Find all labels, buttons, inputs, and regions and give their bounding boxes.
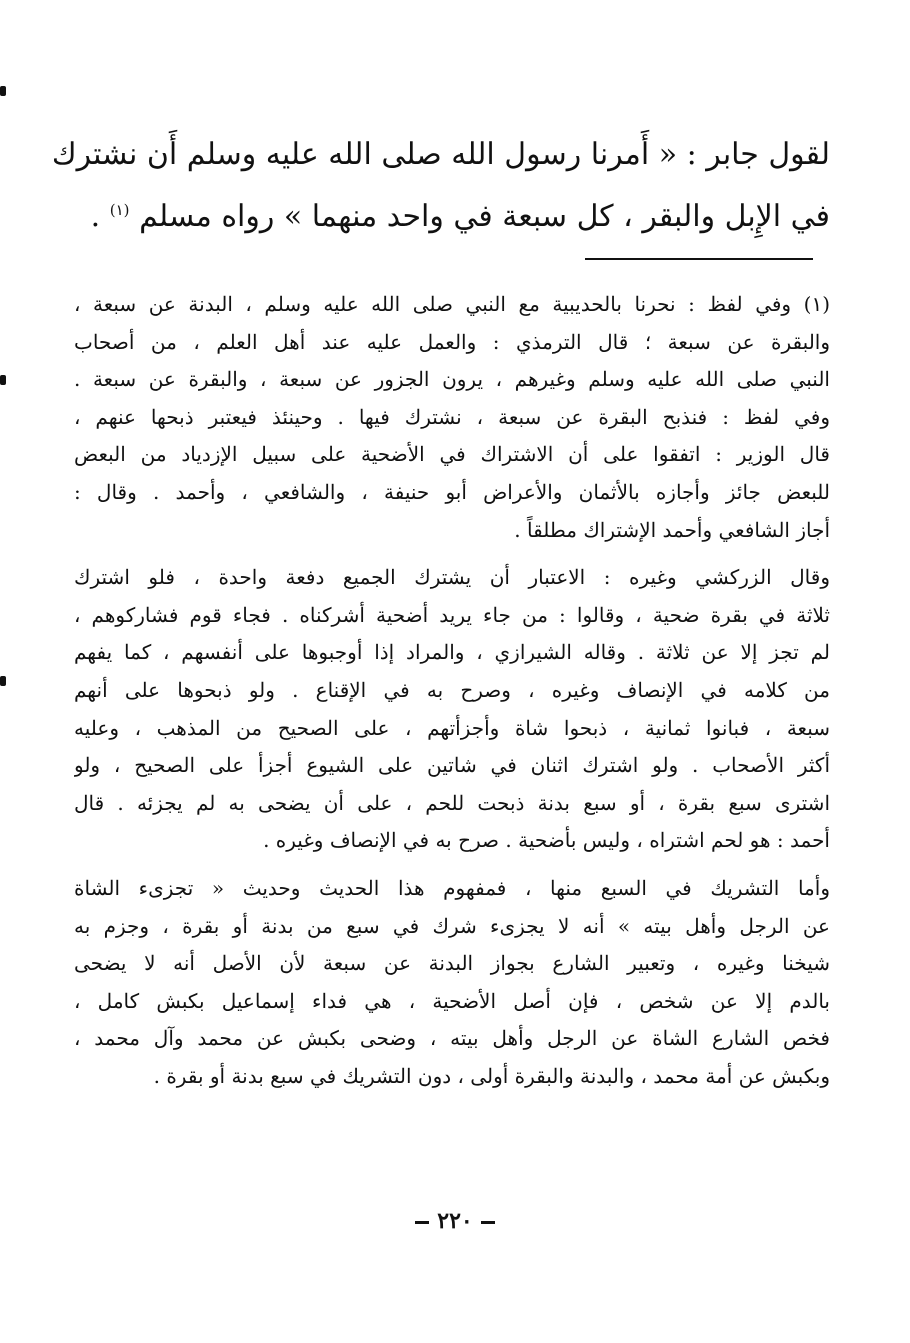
footnote-line: النبي صلى الله عليه وسلم وغيرهم ، يرون الجزور عن سبعة ، والبقرة عن سبعة . bbox=[74, 367, 830, 392]
footnote-divider bbox=[585, 258, 813, 260]
footnotes-section bbox=[74, 286, 830, 1105]
page-number-text: ٢٢٠ bbox=[437, 1208, 473, 1234]
main-text-line-end: . bbox=[90, 199, 101, 234]
footnote-line: شيخنا وغيره ، وتعبير الشارع بجواز البدنة عن سبعة لأن الأصل أنه لا يضحى bbox=[74, 951, 830, 976]
footnote-line: وأما التشريك في السبع منها ، فمفهوم هذا الحديث وحديث « تجزىء الشاة bbox=[74, 875, 830, 900]
footnote-line: أكثر الأصحاب . ولو اشترك اثنان في شاتين على الشيوع أجزأ على الصحيح ، ولو bbox=[74, 753, 830, 778]
scan-margin-mark bbox=[0, 676, 6, 686]
footnote-line: للبعض جائز وأجازه بالأثمان والأعراض أبو حنيفة ، والشافعي ، وأحمد . وقال : bbox=[74, 479, 830, 504]
footnote-paragraph-2 bbox=[74, 559, 830, 860]
footnote-line: لم تجز إلا عن ثلاثة . وقاله الشيرازي ، والمراد إذا أوجبوها على أنفسهم ، كما يفهم bbox=[74, 640, 830, 665]
page-number bbox=[0, 1208, 910, 1234]
scan-margin-mark bbox=[0, 86, 6, 96]
main-text bbox=[51, 124, 830, 248]
footnote-line: من كلامه في الإنصاف وغيره ، وصرح به في الإقناع . ولو ذبحوها على أنهم bbox=[74, 677, 830, 702]
footnote-line: ثلاثة في بقرة ضحية ، وقالوا : من جاء يريد أضحية أشركناه . فجاء قوم فشاركوهم ، bbox=[74, 602, 830, 627]
footnote-paragraph-3 bbox=[74, 870, 830, 1096]
footnote-line: اشترى سبع بقرة ، أو سبع بدنة ذبحت للحم ، على أن يضحى به لم يجزئه . قال bbox=[74, 790, 830, 815]
main-text-line-1: لقول جابر : « أَمرنا رسول الله صلى الله عليه وسلم أَن نشترك bbox=[51, 137, 830, 172]
main-text-line-2-text: في الإِبل والبقر ، كل سبعة في واحد منهما » رواه مسلم bbox=[139, 199, 830, 234]
footnote-line: فخص الشارع الشاة عن الرجل وأهل بيته ، وضحى بكبش عن محمد وآل محمد ، bbox=[74, 1026, 830, 1051]
footnote-reference-marker[interactable]: (١) bbox=[109, 201, 130, 219]
footnote-line: أحمد : هو لحم اشتراه ، وليس بأضحية . صرح به في الإنصاف وغيره . bbox=[263, 828, 830, 853]
page-number-dash-left bbox=[415, 1221, 429, 1224]
footnote-line: أجاز الشافعي وأحمد الإشتراك مطلقاً . bbox=[514, 517, 830, 542]
footnote-line: وبكبش عن أمة محمد ، والبدنة والبقرة أولى ، دون التشريك في سبع بدنة أو بقرة . bbox=[153, 1063, 830, 1088]
footnote-line: وفي لفظ : فنذبح البقرة عن سبعة ، نشترك فيها . وحينئذ فيعتبر ذبحها عنهم ، bbox=[74, 404, 830, 429]
footnote-line: عن الرجل وأهل بيته » أنه لا يجزىء شرك في سبع من بدنة أو بقرة ، وجزم به bbox=[74, 913, 830, 938]
main-text-line-2 bbox=[74, 186, 830, 248]
footnote-line: بالدم إلا عن شخص ، فإن أصل الأضحية ، هي فداء إسماعيل بكبش كامل ، bbox=[74, 988, 830, 1013]
page-number-dash-right bbox=[481, 1221, 495, 1224]
footnote-line: سبعة ، فبانوا ثمانية ، ذبحوا شاة وأجزأتهم ، على الصحيح من المذهب ، وعليه bbox=[74, 715, 830, 740]
footnote-line: قال الوزير : اتفقوا على أن الاشتراك في الأضحية على سبيل الإزدياد من البعض bbox=[74, 442, 830, 467]
footnote-line: والبقرة عن سبعة ؛ قال الترمذي : والعمل عليه عند أهل العلم ، من أصحاب bbox=[74, 329, 830, 354]
footnote-paragraph-1 bbox=[74, 286, 830, 549]
footnote-line: وقال الزركشي وغيره : الاعتبار أن يشترك الجميع دفعة واحدة ، فلو اشترك bbox=[74, 565, 830, 590]
footnote-line: (١) وفي لفظ : نحرنا بالحديبية مع النبي صلى الله عليه وسلم ، البدنة عن سبعة ، bbox=[74, 292, 830, 316]
scan-margin-mark bbox=[0, 375, 6, 385]
